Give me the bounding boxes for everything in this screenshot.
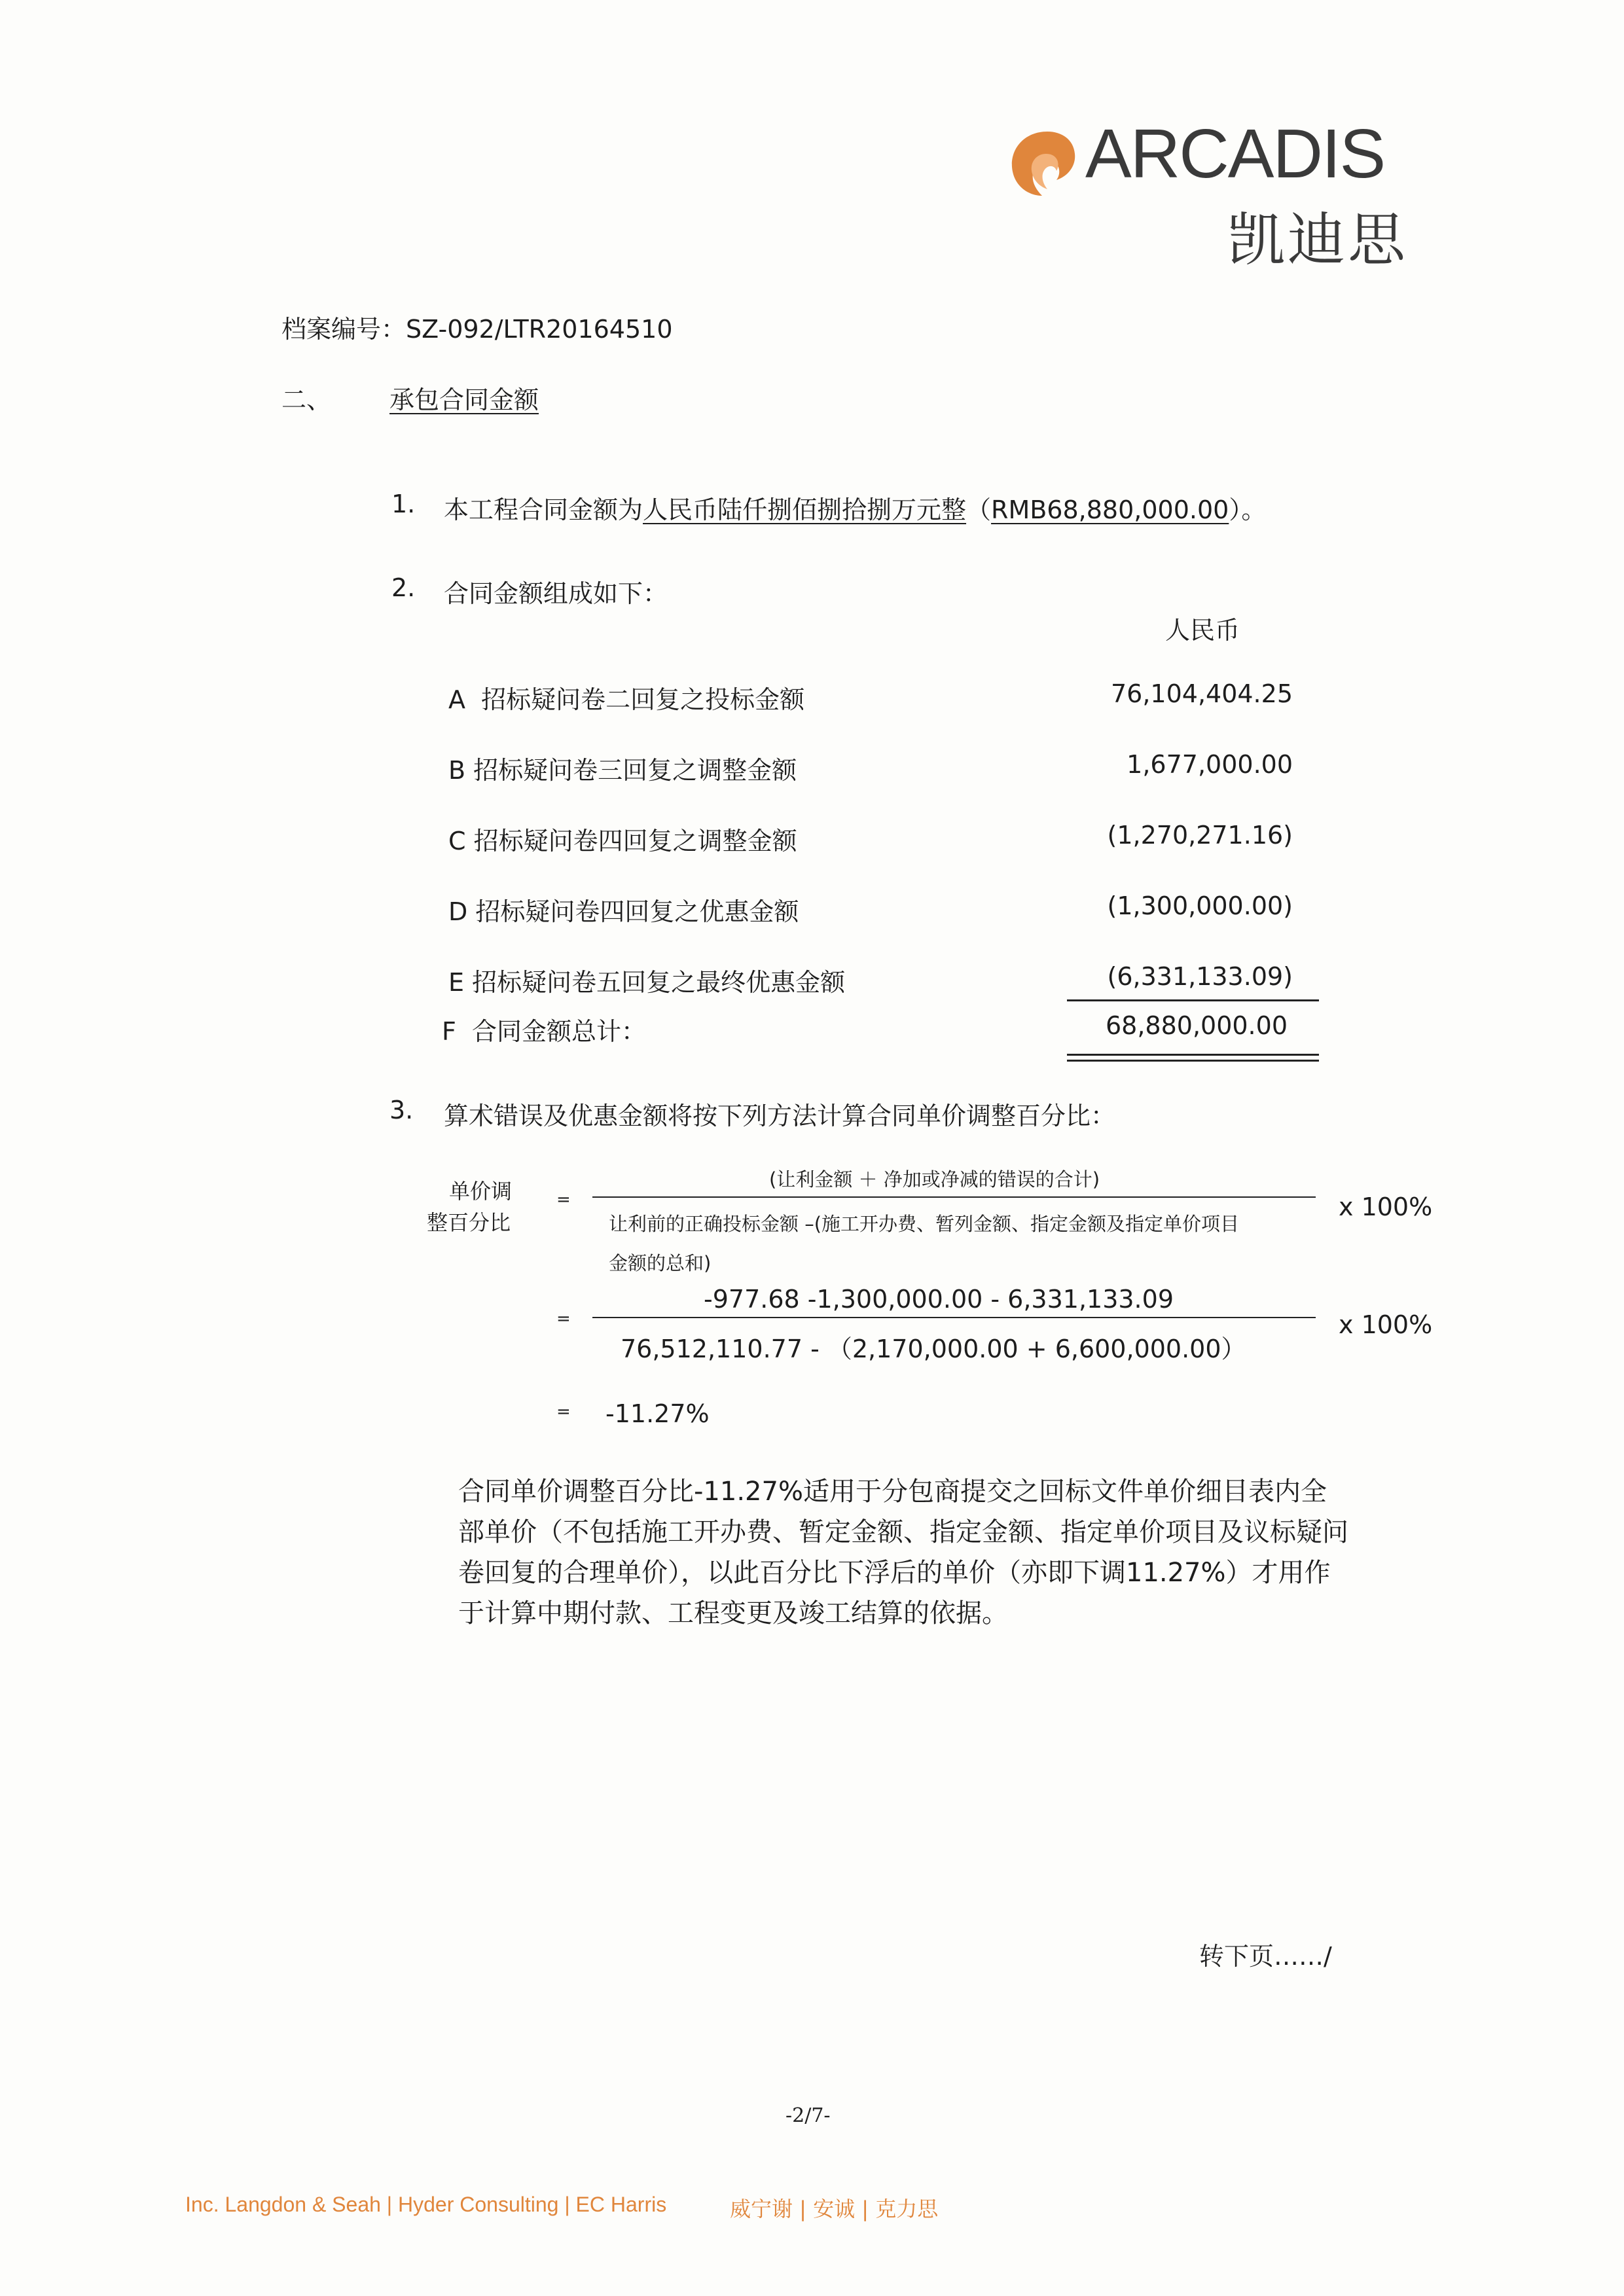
- formula1-equals: =: [556, 1190, 571, 1210]
- table-row: [448, 750, 797, 786]
- row-desc: 招标疑问卷四回复之调整金额: [473, 827, 797, 855]
- arcadis-swirl-icon: [1008, 128, 1087, 200]
- section-title: 承包合同金额: [389, 386, 539, 414]
- item1-prefix: 本工程合同金额为: [444, 495, 643, 524]
- page-number: -2/7-: [785, 2104, 831, 2127]
- item1-amount-words: 人民币陆仟捌佰捌拾捌万元整: [643, 495, 967, 524]
- row-desc: 招标疑问卷四回复之优惠金额: [475, 897, 799, 926]
- item3-label: 算术错误及优惠金额将按下列方法计算合同单价调整百分比：: [444, 1102, 1116, 1130]
- row-amount: 76,104,404.25: [1110, 679, 1293, 708]
- row-letter: C: [448, 827, 466, 855]
- row-letter: A: [448, 685, 465, 714]
- item1-suffix: ）。: [1229, 495, 1267, 524]
- formula2-multiplier: x 100%: [1339, 1310, 1433, 1339]
- total-double-rule-bottom: [1067, 1060, 1319, 1062]
- formula1-denominator-line2: 金额的总和): [609, 1252, 712, 1274]
- formula1-numerator: (让利金额 ＋ 净加或净减的错误的合计): [769, 1168, 1100, 1191]
- subtotal-rule: [1067, 999, 1319, 1001]
- item1-paren: （: [966, 495, 992, 524]
- table-row: [448, 679, 804, 715]
- row-amount: (1,270,271.16): [1107, 821, 1293, 850]
- item2-label: 合同金额组成如下：: [444, 579, 668, 608]
- row-desc: 招标疑问卷五回复之最终优惠金额: [472, 968, 846, 997]
- table-row: [448, 821, 797, 857]
- formula-label-line1: 单价调: [449, 1179, 513, 1204]
- footer-partners-cn: 威宁谢 | 安诚 | 克力思: [730, 2197, 939, 2221]
- formula2-numerator: -977.68 -1,300,000.00 - 6,331,133.09: [704, 1285, 1174, 1314]
- row-letter: E: [448, 968, 465, 997]
- formula1-multiplier: x 100%: [1339, 1193, 1433, 1221]
- row-desc: 招标疑问卷三回复之调整金额: [473, 756, 797, 785]
- table-row: [448, 891, 799, 927]
- formula2-equals: =: [556, 1309, 571, 1329]
- table-row: [448, 962, 845, 998]
- item3-number: 3.: [389, 1096, 414, 1124]
- formula2-denominator: 76,512,110.77 - （2,170,000.00 + 6,600,000.00）: [621, 1335, 1246, 1363]
- formula1-denominator-line1: 让利前的正确投标金额 –(施工开办费、暂列金额、指定金额及指定单价项目: [609, 1213, 1240, 1235]
- currency-header: 人民币: [1165, 616, 1240, 645]
- result-equals: =: [556, 1402, 571, 1422]
- footer-partners-en: Inc. Langdon & Seah | Hyder Consulting | EC Harris: [185, 2193, 667, 2216]
- explanation-paragraph: 合同单价调整百分比-11.27%适用于分包商提交之回标文件单价细目表内全部单价（不包括施工开办费、暂定金额、指定金额、指定单价项目及议标疑问卷回复的合理单价），以此百分比下浮后的单价（亦即下调11.27%）才用作于计算中期付款、工程变更及竣工结算的依据。: [458, 1477, 1348, 1628]
- total-letter: F: [442, 1017, 456, 1046]
- total-desc: 合同金额总计：: [472, 1017, 647, 1046]
- item1-amount-figures: RMB68,880,000.00: [991, 495, 1229, 524]
- row-letter: B: [448, 756, 466, 785]
- total-amount: 68,880,000.00: [1105, 1011, 1288, 1040]
- row-letter: D: [448, 897, 468, 926]
- total-double-rule-top: [1067, 1054, 1319, 1056]
- row-amount: (1,300,000.00): [1107, 891, 1293, 920]
- formula1-fraction-bar: [592, 1196, 1316, 1198]
- file-number: 档案编号：SZ-092/LTR20164510: [281, 315, 673, 344]
- result-value: -11.27%: [605, 1399, 710, 1428]
- row-amount: (6,331,133.09): [1107, 962, 1293, 991]
- formula-label-line2: 整百分比: [427, 1210, 511, 1235]
- company-logo: [1008, 115, 1414, 274]
- brand-name: ARCADIS: [1085, 115, 1385, 192]
- item2-number: 2.: [391, 573, 416, 602]
- item1-text: [444, 490, 1266, 526]
- section-number: 二、: [281, 386, 332, 414]
- item1-number: 1.: [391, 490, 416, 518]
- brand-name-cn: 凯迪思: [1227, 206, 1409, 274]
- total-row: [442, 1011, 646, 1047]
- formula2-fraction-bar: [592, 1317, 1316, 1318]
- row-amount: 1,677,000.00: [1127, 750, 1293, 779]
- row-desc: 招标疑问卷二回复之投标金额: [481, 685, 805, 714]
- continued-marker: 转下页……/: [1199, 1942, 1332, 1971]
